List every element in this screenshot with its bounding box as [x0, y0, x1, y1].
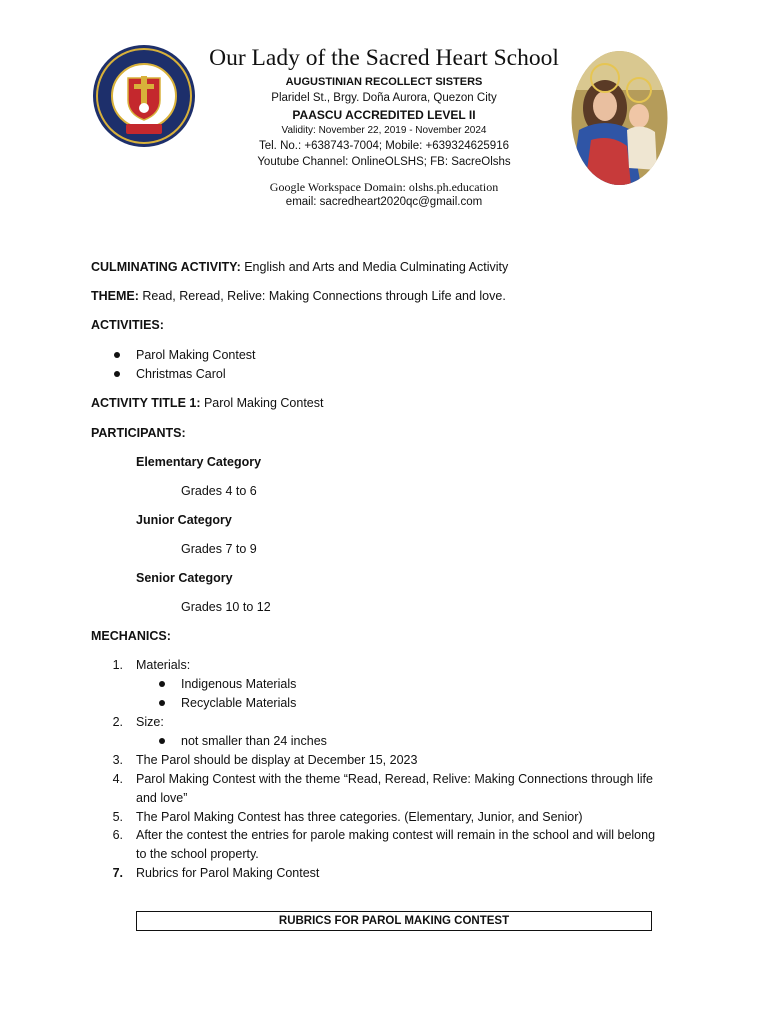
mechanic-item-continued: and love”: [136, 791, 188, 805]
activity-item: Christmas Carol: [136, 367, 226, 381]
mechanic-item: Materials:: [136, 658, 191, 672]
school-address: Plaridel St., Brgy. Doña Aurora, Quezon City: [271, 92, 497, 104]
list-number: 6.: [112, 828, 123, 842]
mechanic-item-continued: to the school property.: [136, 847, 259, 861]
school-name: Our Lady of the Sacred Heart School: [209, 45, 559, 71]
mechanic-item: The Parol Making Contest has three categories. (Elementary, Junior, and Senior): [136, 810, 583, 824]
mechanic-item: Parol Making Contest with the theme “Read, Reread, Relive: Making Connections through life: [136, 772, 653, 786]
bullet-icon: [159, 681, 165, 687]
mechanics-heading: MECHANICS:: [91, 629, 171, 643]
list-number: 4.: [112, 772, 123, 786]
accreditation-validity: Validity: November 22, 2019 - November 2024: [281, 125, 487, 136]
bullet-icon: [114, 352, 120, 358]
bullet-icon: [114, 371, 120, 377]
mechanic-item: Size:: [136, 715, 164, 729]
workspace-domain: Google Workspace Domain: olshs.ph.education: [269, 180, 499, 194]
accreditation: PAASCU ACCREDITED LEVEL II: [292, 108, 476, 122]
madonna-portrait: [571, 50, 668, 186]
category-grades: Grades 7 to 9: [181, 542, 257, 556]
sub-item: Recyclable Materials: [181, 696, 297, 710]
social-channels: Youtube Channel: OnlineOLSHS; FB: SacreOlshs: [257, 156, 511, 168]
contact-numbers: Tel. No.: +638743-7004; Mobile: +639324625916: [258, 140, 509, 152]
culminating-activity: CULMINATING ACTIVITY: English and Arts and Media Culminating Activity: [91, 260, 509, 274]
category-name: Senior Category: [136, 571, 233, 585]
sub-item: not smaller than 24 inches: [181, 734, 327, 748]
list-number: 7.: [112, 866, 123, 880]
category-name: Junior Category: [136, 513, 232, 527]
category-grades: Grades 10 to 12: [181, 600, 271, 614]
list-number: 3.: [112, 753, 123, 767]
category-grades: Grades 4 to 6: [181, 484, 257, 498]
list-number: 2.: [112, 715, 123, 729]
participants-heading: PARTICIPANTS:: [91, 426, 186, 440]
bullet-icon: [159, 700, 165, 706]
mechanic-item: After the contest the entries for parole making contest will remain in the school and will belong: [136, 828, 656, 842]
mechanic-item: Rubrics for Parol Making Contest: [136, 866, 320, 880]
activity-item: Parol Making Contest: [136, 348, 256, 362]
school-seal-logo: [92, 44, 196, 148]
activities-heading: ACTIVITIES:: [91, 318, 164, 332]
mechanic-item: The Parol should be display at December 15, 2023: [136, 753, 418, 767]
activity-title-1: ACTIVITY TITLE 1: Parol Making Contest: [91, 396, 324, 410]
list-number: 5.: [112, 810, 123, 824]
theme-line: THEME: Read, Reread, Relive: Making Connections through Life and love.: [91, 289, 506, 303]
school-email: email: sacredheart2020qc@gmail.com: [285, 196, 483, 208]
bullet-icon: [159, 738, 165, 744]
religious-order: AUGUSTINIAN RECOLLECT SISTERS: [285, 76, 483, 88]
rubrics-heading-box: RUBRICS FOR PAROL MAKING CONTEST: [136, 911, 652, 931]
list-number: 1.: [112, 658, 123, 672]
category-name: Elementary Category: [136, 455, 262, 469]
sub-item: Indigenous Materials: [181, 677, 297, 691]
